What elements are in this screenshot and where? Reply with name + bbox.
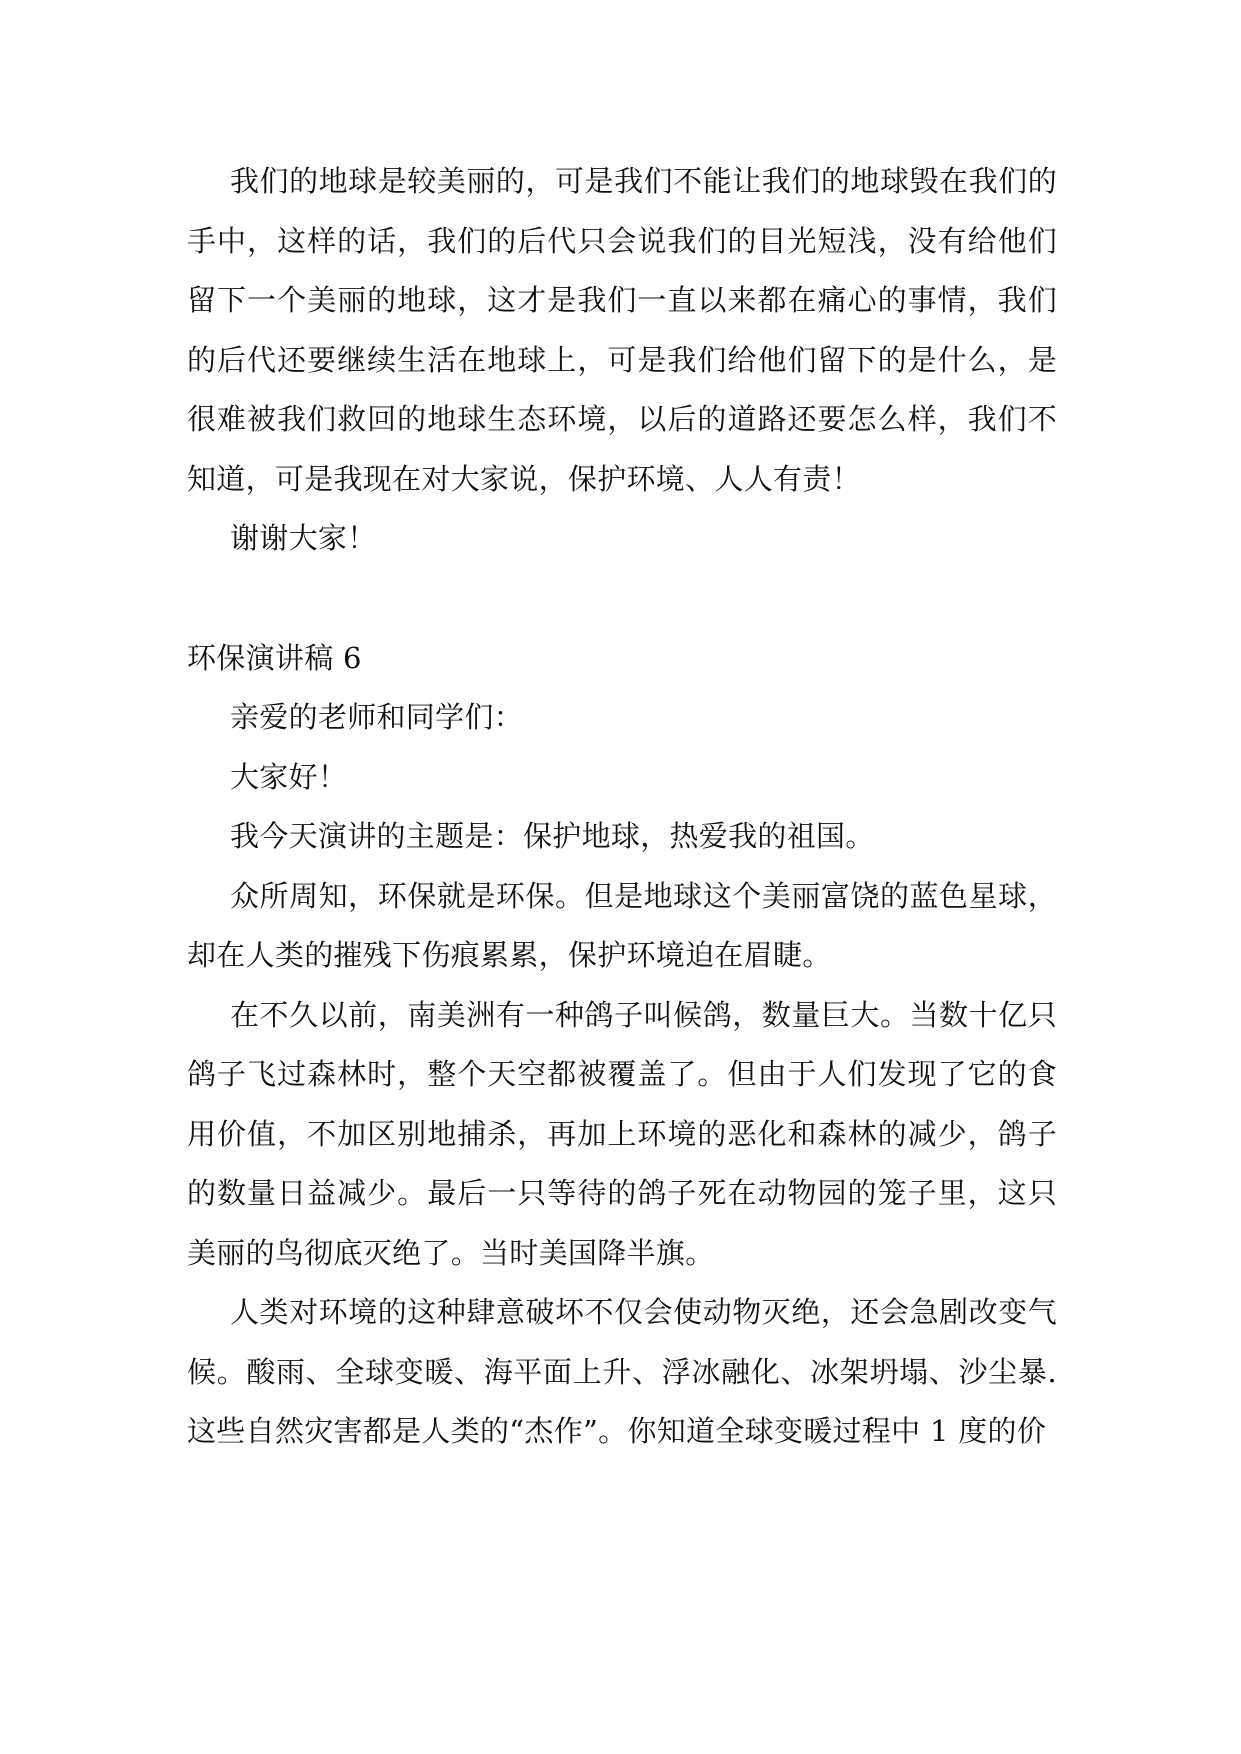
paragraph-earth-beauty: 我们的地球是较美丽的，可是我们不能让我们的地球毁在我们的手中，这样的话，我们的后代只会说我们的目光短浅，没有给他们留下一个美丽的地球，这才是我们一直以来都在痛心的事情，我们的后代还要继续生活在地球上，可是我们给他们留下的是什么，是很难被我们救回的地球生态环境，以后的道路还要怎么样，我们不知道，可是我现在对大家说，保护环境、人人有责！ — [187, 164, 1057, 496]
paragraph-thanks: 谢谢大家！ — [230, 521, 377, 555]
paragraph-pigeon-story: 在不久以前，南美洲有一种鸽子叫候鸽，数量巨大。当数十亿只鸽子飞过森林时，整个天空都被覆盖了。但由于人们发现了它的食用价值，不加区别地捕杀，再加上环境的恶化和森林的减少，鸽子的数量日益减少。最后一只等待的鸽子死在动物园的笼子里，这只美丽的鸟彻底灭绝了。当时美国降半旗。 — [187, 997, 1057, 1270]
paragraph-topic: 我今天演讲的主题是：保护地球，热爱我的祖国。 — [230, 819, 875, 853]
paragraph-greeting: 大家好！ — [230, 759, 348, 794]
paragraph-environment-urgent: 众所周知，环保就是环保。但是地球这个美丽富饶的蓝色星球，却在人类的摧残下伤痕累累，保护环境迫在眉睫。 — [187, 878, 1057, 972]
document-body — [187, 152, 1057, 1462]
section-title: 环保演讲稿 6 — [187, 640, 362, 675]
paragraph-climate-change: 人类对环境的这种肆意破坏不仅会使动物灭绝，还会急剧改变气候。酸雨、全球变暖、海平面上升、浮冰融化、冰架坍塌、沙尘暴.这些自然灾害都是人类的“杰作”。你知道全球变暖过程中 1 度的价 — [187, 1295, 1057, 1448]
paragraph-salutation: 亲爱的老师和同学们： — [230, 700, 524, 734]
